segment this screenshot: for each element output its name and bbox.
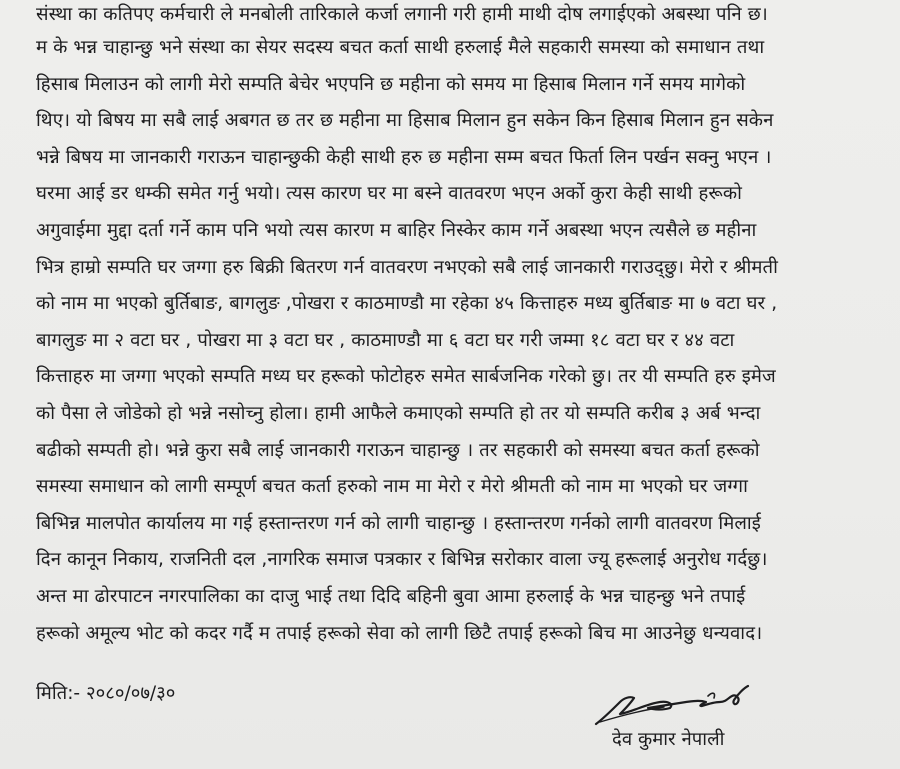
letter-line: संस्था का कतिपए कर्मचारी ले मनबोली तारिकाले कर्जा लगानी गरी हामी माथी दोष लगाईएको अबस्था पनि छ। (36, 4, 768, 25)
letter-line: हिसाब मिलाउन को लागी मेरो सम्पति बेचेर भएपनि छ महीना को समय मा हिसाब मिलान गर्ने समय मागेको (36, 73, 746, 95)
letter-line: को पैसा ले जोडेको हो भन्ने नसोच्नु होला। हामी आफैले कमाएको सम्पति हो तर यो सम्पति करीब ३ अर्ब भन्दा (36, 402, 761, 424)
letter-line: कित्ताहरु मा जग्गा भएको सम्पति मध्य घर हरूको फोटोहरु समेत सार्बजनिक गरेको छु। तर यी सम्पति हरु इमेज (36, 366, 776, 388)
letter-line: हरूको अमूल्य भोट को कदर गर्दै म तपाई हरूको सेवा को लागी छिटै तपाई हरूको बिच मा आउनेछु धन्यवाद। (36, 622, 763, 644)
letter-line: अगुवाईमा मुद्दा दर्ता गर्ने काम पनि भयो त्यस कारण म बाहिर निस्केर काम गर्ने अबस्था भएन त्यसैले छ महीना (36, 219, 757, 241)
signature-image (590, 680, 760, 730)
letter-line: समस्या समाधान को लागी सम्पूर्ण बचत कर्ता हरुको नाम मा मेरो र मेरो श्रीमती को नाम मा भएको घर जग्गा (36, 476, 748, 498)
letter-line: म के भन्न चाहान्छु भने संस्था का सेयर सदस्य बचत कर्ता साथी हरुलाई मैले सहकारी समस्या को समाधान तथा (36, 37, 765, 58)
letter-line: भन्ने बिषय मा जानकारी गराऊन चाहान्छुकी केही साथी हरु छ महीना सम्म बचत फिर्ता लिन पर्खन सक्नु भएन । (36, 146, 772, 168)
letter-line: बागलुङ मा २ वटा घर , पोखरा मा ३ वटा घर , काठमाण्डौ मा ६ वटा घर गरी जम्मा १८ वटा घर र ४४ वटा (36, 329, 735, 351)
letter-line: बढीको सम्पती हो। भन्ने कुरा सबै लाई जानकारी गराऊन चाहान्छु । तर सहकारी को समस्या बचत कर्ता हरूको (36, 439, 760, 461)
letter-line: को नाम मा भएको बुर्तिबाङ, बागलुङ ,पोखरा र काठमाण्डौ मा रहेका ४५ कित्ताहरु मध्य बुर्तिबाङ मा ७ वटा घर , (36, 293, 778, 315)
letter-body (36, 0, 888, 652)
letter-date: मिति:- २०८०/०७/३० (36, 683, 176, 704)
letter-line: भित्र हाम्रो सम्पति घर जग्गा हरु बिक्री बितरण गर्न वातवरण नभएको सबै लाई जानकारी गराउद्छु। मेरो र श्रीमती (36, 256, 778, 278)
letter-line: अन्त मा ढोरपाटन नगरपालिका का दाजु भाई तथा दिदि बहिनी बुवा आमा हरुलाई के भन्न चाहन्छु भने तपाई (36, 585, 746, 607)
letter-line: बिभिन्न मालपोत कार्यालय मा गई हस्तान्तरण गर्न को लागी चाहान्छु । हस्तान्तरण गर्नको लागी वातवरण मिलाई (36, 512, 761, 534)
signatory-name: देव कुमार नेपाली (612, 729, 725, 750)
letter-line: घरमा आई डर धम्की समेत गर्नु भयो। त्यस कारण घर मा बस्ने वातवरण भएन अर्को कुरा केही साथी हरूको (36, 183, 742, 205)
letter-line: दिन कानून निकाय, राजनिती दल ,नागरिक समाज पत्रकार र बिभिन्न सरोकार वाला ज्यू हरूलाई अनुरोध गर्दछु। (36, 549, 768, 571)
letter-line: थिए। यो बिषय मा सबै लाई अबगत छ तर छ महीना मा हिसाब मिलान हुन सकेन किन हिसाब मिलान हुन सकेन (36, 110, 774, 132)
